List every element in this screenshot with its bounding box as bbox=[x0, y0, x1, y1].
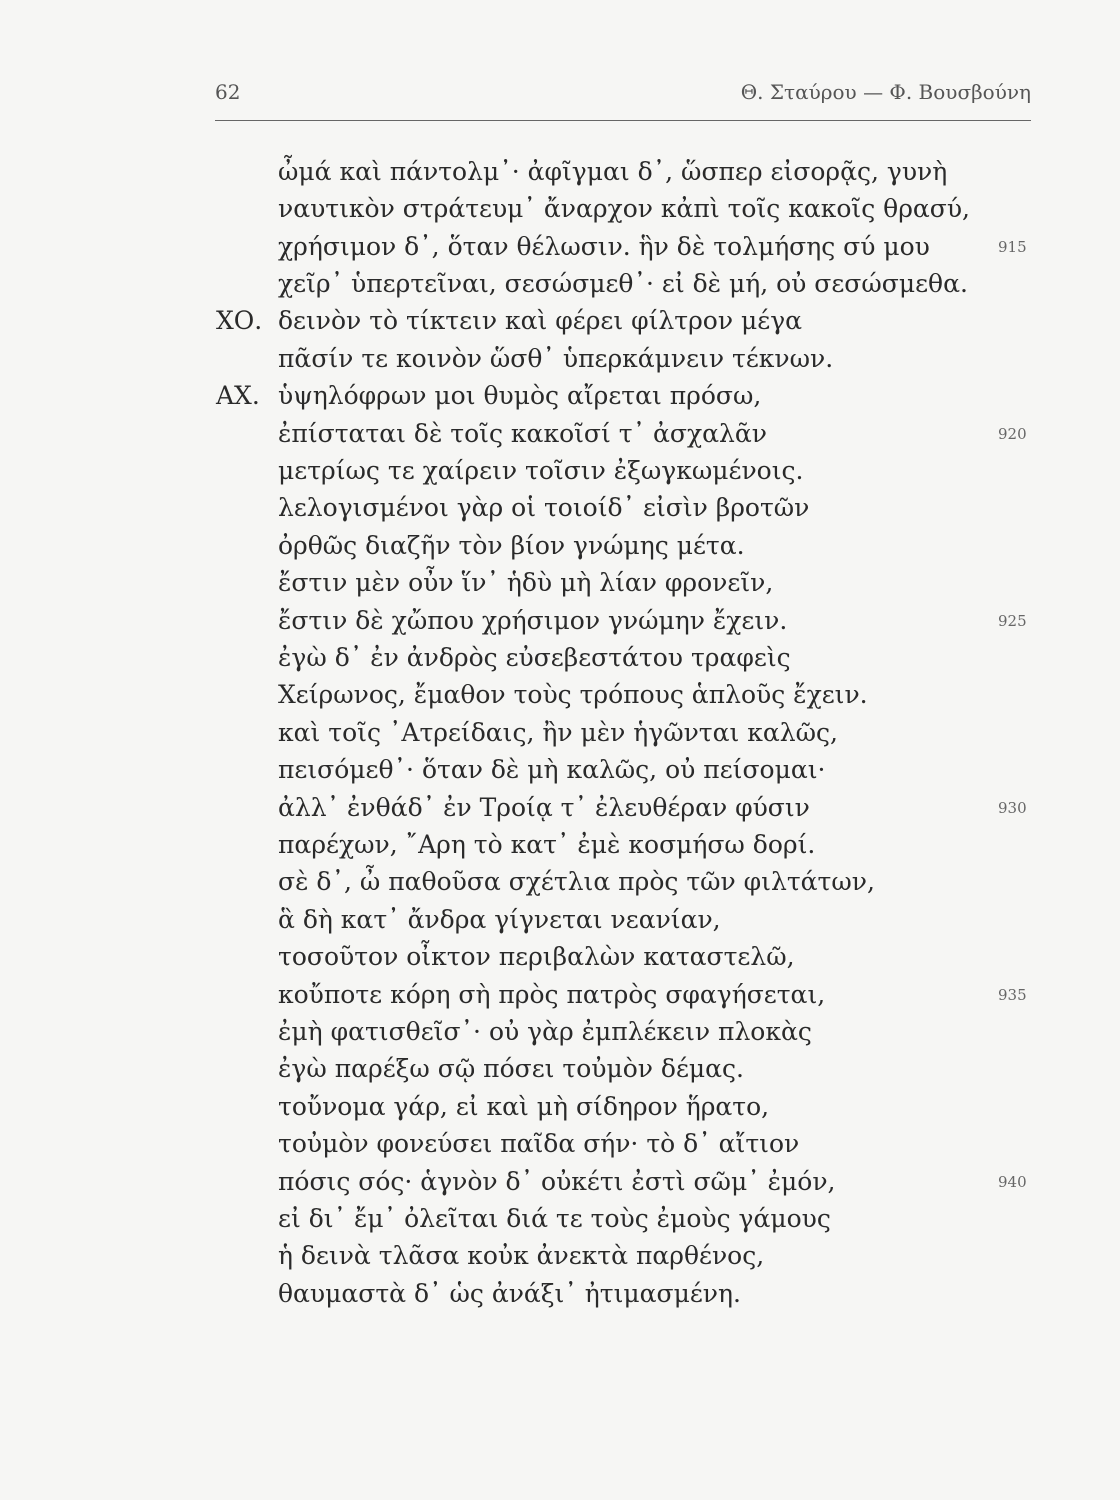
speaker-label: ΧΟ. bbox=[216, 306, 263, 335]
verse-line: πεισόμεθ᾽· ὅταν δὲ μὴ καλῶς, οὐ πείσομαι· bbox=[278, 755, 826, 784]
verse-line: ὀρθῶς διαζῆν τὸν βίον γνώμης μέτα. bbox=[278, 531, 745, 560]
line-number: 935 bbox=[998, 986, 1027, 1004]
verse-line: ναυτικὸν στράτευμ᾽ ἄναρχον κἀπὶ τοῖς κακοῖς θρασύ, bbox=[278, 194, 970, 223]
page-header bbox=[215, 80, 1031, 112]
verse-line: ἐπίσταται δὲ τοῖς κακοῖσί τ᾽ ἀσχαλᾶν bbox=[278, 419, 767, 448]
verse-line: σὲ δ᾽, ὦ παθοῦσα σχέτλια πρὸς τῶν φιλτάτων, bbox=[278, 867, 875, 896]
verse-line: ἔστιν δὲ χὤπου χρήσιμον γνώμην ἔχειν. bbox=[278, 606, 788, 635]
verse-line: ἀλλ᾽ ἐνθάδ᾽ ἐν Τροίᾳ τ᾽ ἐλευθέραν φύσιν bbox=[278, 793, 810, 822]
line-number: 925 bbox=[998, 612, 1027, 630]
verse-line: εἰ δι᾽ ἔμ᾽ ὀλεῖται διά τε τοὺς ἐμοὺς γάμους bbox=[278, 1204, 831, 1233]
verse-line: ἐγὼ παρέξω σῷ πόσει τοὐμὸν δέμας. bbox=[278, 1054, 745, 1083]
verse-line: ἔστιν μὲν οὖν ἵν᾽ ἡδὺ μὴ λίαν φρονεῖν, bbox=[278, 568, 774, 597]
verse-line: τοὐμὸν φονεύσει παῖδα σήν· τὸ δ᾽ αἴτιον bbox=[278, 1129, 800, 1158]
verse-line: καὶ τοῖς ᾽Ατρείδαις, ἢν μὲν ἡγῶνται καλῶς, bbox=[278, 718, 838, 747]
speaker-label: ΑΧ. bbox=[216, 381, 260, 410]
verse-line: μετρίως τε χαίρειν τοῖσιν ἐξωγκωμένοις. bbox=[278, 456, 804, 485]
line-number: 915 bbox=[998, 238, 1027, 256]
verse-line: ἐμὴ φατισθεῖσ᾽· οὐ γὰρ ἐμπλέκειν πλοκὰς bbox=[278, 1017, 812, 1046]
verse-line: παρέχων, ῎Αρη τὸ κατ᾽ ἐμὲ κοσμήσω δορί. bbox=[278, 830, 816, 859]
verse-line: ἃ δὴ κατ᾽ ἄνδρα γίγνεται νεανίαν, bbox=[278, 905, 721, 934]
verse-line: ἐγὼ δ᾽ ἐν ἀνδρὸς εὐσεβεστάτου τραφεὶς bbox=[278, 643, 791, 672]
running-head: Θ. Σταύρου — Φ. Βουσβούνη bbox=[740, 80, 1031, 104]
verse-line: Χείρωνος, ἔμαθον τοὺς τρόπους ἁπλοῦς ἔχειν. bbox=[278, 680, 868, 709]
verse-line: ἡ δεινὰ τλᾶσα κοὐκ ἀνεκτὰ παρθένος, bbox=[278, 1241, 765, 1270]
header-rule bbox=[215, 120, 1031, 121]
page-number: 62 bbox=[215, 80, 241, 104]
verse-line: θαυμαστὰ δ᾽ ὡς ἀνάξι᾽ ἠτιμασμένη. bbox=[278, 1279, 741, 1308]
verse-line: κοὔποτε κόρη σὴ πρὸς πατρὸς σφαγήσεται, bbox=[278, 980, 826, 1009]
verse-line: δεινὸν τὸ τίκτειν καὶ φέρει φίλτρον μέγα bbox=[278, 306, 803, 335]
verse-line: πᾶσίν τε κοινὸν ὥσθ᾽ ὑπερκάμνειν τέκνων. bbox=[278, 344, 834, 373]
verse-line: τοὔνομα γάρ, εἰ καὶ μὴ σίδηρον ἥρατο, bbox=[278, 1092, 770, 1121]
verse-line: λελογισμένοι γὰρ οἱ τοιοίδ᾽ εἰσὶν βροτῶν bbox=[278, 493, 810, 522]
verse-line: χεῖρ᾽ ὑπερτεῖναι, σεσώσμεθ᾽· εἰ δὲ μή, οὐ σεσώσμεθα. bbox=[278, 269, 968, 298]
verse-line: τοσοῦτον οἶκτον περιβαλὼν καταστελῶ, bbox=[278, 942, 795, 971]
line-number: 920 bbox=[998, 425, 1027, 443]
verse-line: πόσις σός· ἁγνὸν δ᾽ οὐκέτι ἐστὶ σῶμ᾽ ἐμόν, bbox=[278, 1167, 836, 1196]
verse-line: ὑψηλόφρων μοι θυμὸς αἴρεται πρόσω, bbox=[278, 381, 762, 410]
verse-line: ὦμά καὶ πάντολμ᾽· ἀφῖγμαι δ᾽, ὥσπερ εἰσορᾷς, γυνὴ bbox=[278, 157, 948, 186]
verse-line: χρήσιμον δ᾽, ὅταν θέλωσιν. ἣν δὲ τολμήσης σύ μου bbox=[278, 232, 930, 261]
line-number: 930 bbox=[998, 799, 1027, 817]
line-number: 940 bbox=[998, 1173, 1027, 1191]
